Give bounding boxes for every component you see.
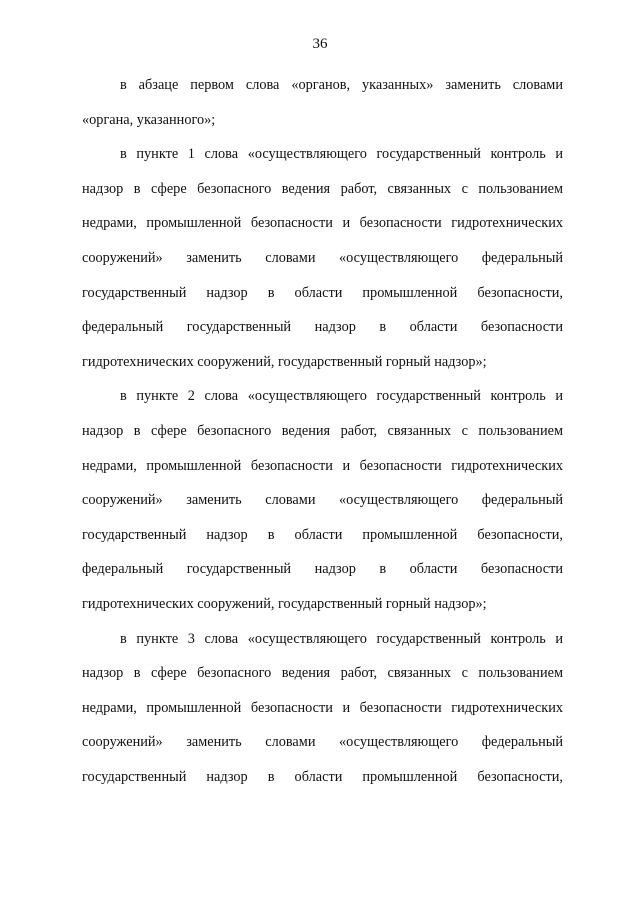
text-line: «органа, указанного»; xyxy=(82,111,216,128)
text-line: недрами, промышленной безопасности и безопасности гидротехнических xyxy=(82,215,563,232)
text-line: надзор в сфере безопасного ведения работ, связанных с пользованием xyxy=(82,180,563,197)
text-line: сооружений» заменить словами «осуществляющего федеральный xyxy=(82,249,563,266)
text-line: недрами, промышленной безопасности и безопасности гидротехнических xyxy=(82,457,563,474)
text-line: в абзаце первом слова «органов, указанных» заменить словами xyxy=(120,77,563,93)
text-line: государственный надзор в области промышленной безопасности, xyxy=(82,284,563,301)
text-line: в пункте 2 слова «осуществляющего государственный контроль и xyxy=(120,388,563,405)
page-number: 36 xyxy=(312,36,328,52)
text-line: недрами, промышленной безопасности и безопасности гидротехнических xyxy=(82,699,563,716)
document-body xyxy=(82,73,563,799)
text-line: в пункте 3 слова «осуществляющего государственный контроль и xyxy=(120,630,563,647)
text-line: федеральный государственный надзор в области безопасности xyxy=(82,319,563,336)
text-line: государственный надзор в области промышленной безопасности, xyxy=(82,526,563,543)
text-line: гидротехнических сооружений, государственный горный надзор»; xyxy=(82,595,487,612)
text-line: надзор в сфере безопасного ведения работ, связанных с пользованием xyxy=(82,422,563,439)
text-line: государственный надзор в области промышленной безопасности, xyxy=(82,768,563,785)
text-line: в пункте 1 слова «осуществляющего государственный контроль и xyxy=(120,146,563,163)
text-line: сооружений» заменить словами «осуществляющего федеральный xyxy=(82,492,563,509)
text-line: гидротехнических сооружений, государственный горный надзор»; xyxy=(82,353,487,370)
text-line: сооружений» заменить словами «осуществляющего федеральный xyxy=(82,734,563,751)
text-line: федеральный государственный надзор в области безопасности xyxy=(82,561,563,578)
text-line: надзор в сфере безопасного ведения работ, связанных с пользованием xyxy=(82,665,563,682)
